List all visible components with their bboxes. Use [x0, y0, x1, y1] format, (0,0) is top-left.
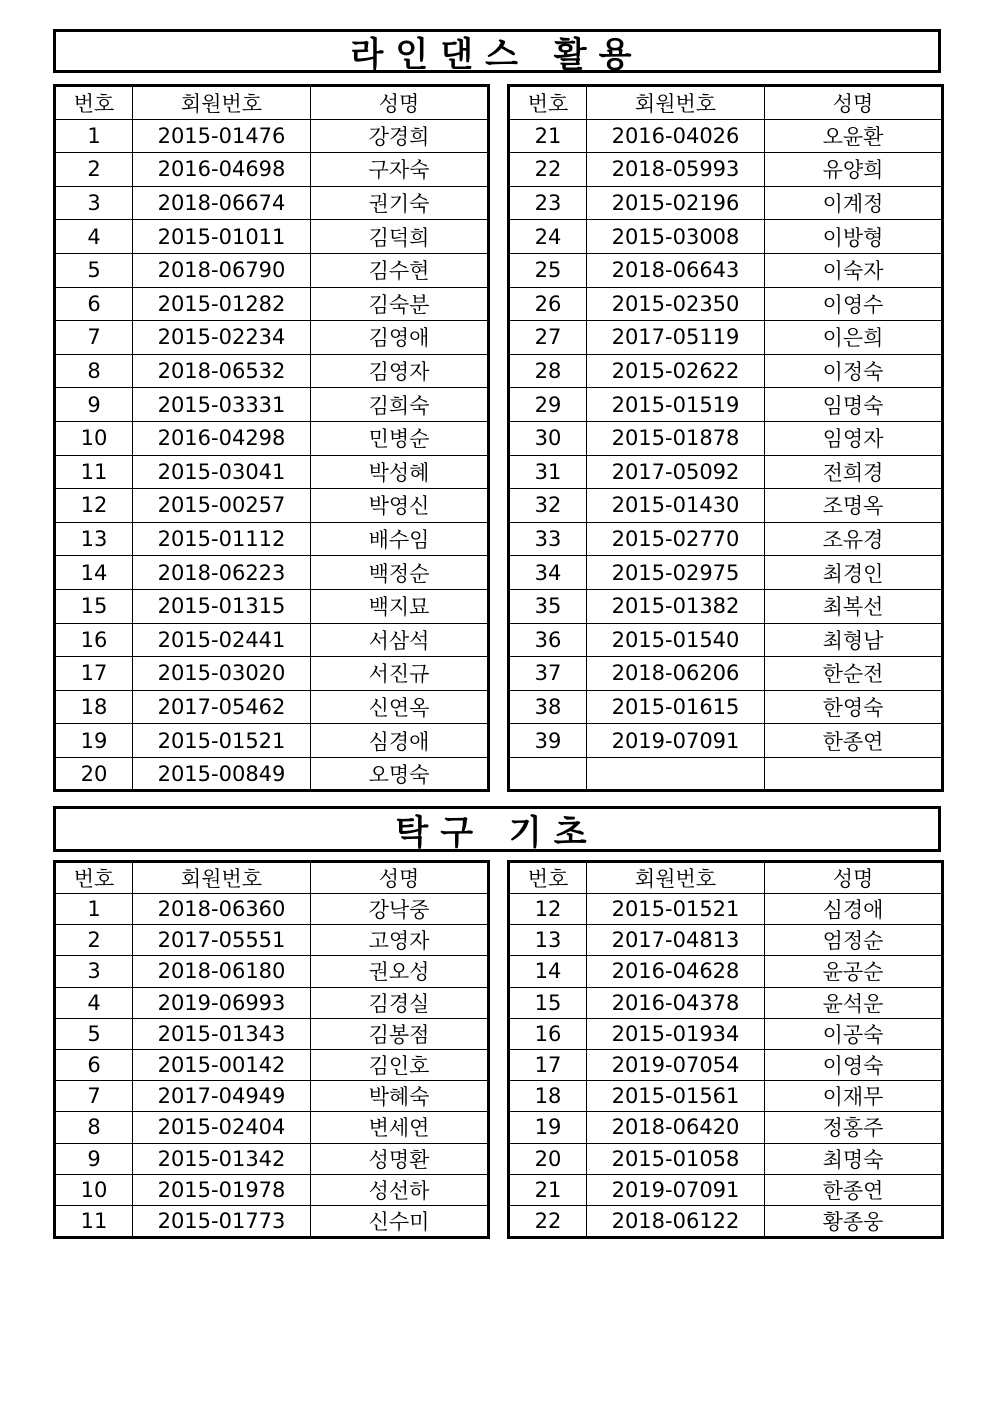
row-number: 16 — [55, 623, 133, 657]
table-row — [509, 321, 943, 355]
member-name: 이방형 — [765, 220, 943, 254]
table-row — [509, 354, 943, 388]
table-row — [509, 925, 943, 956]
member-name: 한종연 — [765, 724, 943, 758]
member-name: 윤석운 — [765, 987, 943, 1018]
table-row — [55, 354, 489, 388]
table-row — [509, 894, 943, 925]
member-id: 2015-00142 — [133, 1049, 311, 1080]
member-id: 2015-01282 — [133, 287, 311, 321]
row-number: 13 — [55, 522, 133, 556]
member-name: 서삼석 — [311, 623, 489, 657]
row-number: 1 — [55, 119, 133, 153]
member-id: 2018-06360 — [133, 894, 311, 925]
member-name: 권기숙 — [311, 186, 489, 220]
table-row — [509, 220, 943, 254]
table-row — [55, 287, 489, 321]
member-name — [765, 757, 943, 791]
row-number: 13 — [509, 925, 587, 956]
member-name: 조명옥 — [765, 489, 943, 523]
member-id: 2016-04298 — [133, 421, 311, 455]
row-number: 38 — [509, 690, 587, 724]
member-name: 최경인 — [765, 556, 943, 590]
member-id: 2018-06206 — [587, 657, 765, 691]
member-name: 박성혜 — [311, 455, 489, 489]
member-id: 2015-02404 — [133, 1112, 311, 1143]
row-number: 5 — [55, 1018, 133, 1049]
row-number: 12 — [55, 489, 133, 523]
table-row — [509, 253, 943, 287]
row-number: 19 — [509, 1112, 587, 1143]
line-dance-roster-left — [53, 84, 490, 792]
member-id: 2015-01382 — [587, 589, 765, 623]
line-dance-roster-right — [507, 84, 944, 792]
row-number: 14 — [509, 956, 587, 987]
table-row — [509, 1081, 943, 1112]
section-title-line-dance: 라인댄스 활용 — [53, 29, 941, 73]
header-name: 성명 — [765, 862, 943, 894]
table-row — [55, 1049, 489, 1080]
member-name: 변세연 — [311, 1112, 489, 1143]
member-name: 임명숙 — [765, 388, 943, 422]
member-name: 이정숙 — [765, 354, 943, 388]
row-number: 7 — [55, 1081, 133, 1112]
table-row — [509, 1143, 943, 1174]
member-id: 2015-01342 — [133, 1143, 311, 1174]
member-name: 최복선 — [765, 589, 943, 623]
table-row — [55, 690, 489, 724]
member-id: 2017-04813 — [587, 925, 765, 956]
table-row — [509, 1112, 943, 1143]
table-row — [509, 388, 943, 422]
header-name: 성명 — [311, 86, 489, 120]
header-number: 번호 — [55, 862, 133, 894]
row-number: 17 — [509, 1049, 587, 1080]
table-row — [55, 925, 489, 956]
table-row — [509, 589, 943, 623]
member-name: 한종연 — [765, 1174, 943, 1205]
table-row — [55, 522, 489, 556]
header-number: 번호 — [509, 86, 587, 120]
member-id: 2015-01934 — [587, 1018, 765, 1049]
member-id: 2018-06223 — [133, 556, 311, 590]
row-number: 15 — [55, 589, 133, 623]
member-id: 2015-01615 — [587, 690, 765, 724]
member-id — [587, 757, 765, 791]
row-number: 27 — [509, 321, 587, 355]
member-id: 2015-02975 — [587, 556, 765, 590]
member-name: 한순전 — [765, 657, 943, 691]
member-name: 배수임 — [311, 522, 489, 556]
member-name: 심경애 — [311, 724, 489, 758]
member-id: 2015-01519 — [587, 388, 765, 422]
member-name: 이공숙 — [765, 1018, 943, 1049]
table-row — [55, 1174, 489, 1205]
row-number: 6 — [55, 1049, 133, 1080]
member-id: 2019-06993 — [133, 987, 311, 1018]
member-id: 2015-01430 — [587, 489, 765, 523]
row-number: 17 — [55, 657, 133, 691]
member-name: 김영자 — [311, 354, 489, 388]
row-number: 12 — [509, 894, 587, 925]
table-row — [509, 287, 943, 321]
member-id: 2017-05092 — [587, 455, 765, 489]
table-row — [55, 186, 489, 220]
member-name: 김인호 — [311, 1049, 489, 1080]
member-name: 박혜숙 — [311, 1081, 489, 1112]
table-row — [509, 1205, 943, 1237]
member-id: 2019-07091 — [587, 1174, 765, 1205]
table-row — [55, 321, 489, 355]
header-row — [509, 86, 943, 120]
member-id: 2015-00849 — [133, 757, 311, 791]
member-id: 2018-06643 — [587, 253, 765, 287]
member-name: 강낙중 — [311, 894, 489, 925]
row-number: 18 — [55, 690, 133, 724]
header-number: 번호 — [509, 862, 587, 894]
row-number: 19 — [55, 724, 133, 758]
member-name: 김희숙 — [311, 388, 489, 422]
member-id: 2015-03041 — [133, 455, 311, 489]
table-row — [55, 388, 489, 422]
row-number: 16 — [509, 1018, 587, 1049]
row-number: 23 — [509, 186, 587, 220]
member-id: 2015-01978 — [133, 1174, 311, 1205]
row-number: 35 — [509, 589, 587, 623]
table-row — [55, 589, 489, 623]
table-row — [55, 220, 489, 254]
member-name: 신연옥 — [311, 690, 489, 724]
member-name: 김덕희 — [311, 220, 489, 254]
table-row — [509, 119, 943, 153]
member-id: 2015-03008 — [587, 220, 765, 254]
member-id: 2015-00257 — [133, 489, 311, 523]
member-name: 엄정순 — [765, 925, 943, 956]
row-number: 30 — [509, 421, 587, 455]
member-id: 2015-01773 — [133, 1205, 311, 1237]
member-id: 2016-04026 — [587, 119, 765, 153]
member-id: 2015-02234 — [133, 321, 311, 355]
member-id: 2015-01343 — [133, 1018, 311, 1049]
member-id: 2018-06180 — [133, 956, 311, 987]
member-id: 2017-05119 — [587, 321, 765, 355]
table-row — [55, 153, 489, 187]
row-number: 2 — [55, 925, 133, 956]
table-row — [509, 987, 943, 1018]
row-number: 5 — [55, 253, 133, 287]
member-name: 민병순 — [311, 421, 489, 455]
table-row — [509, 1049, 943, 1080]
member-id: 2015-01561 — [587, 1081, 765, 1112]
header-member-id: 회원번호 — [587, 862, 765, 894]
table-row — [509, 489, 943, 523]
member-name: 성선하 — [311, 1174, 489, 1205]
row-number: 28 — [509, 354, 587, 388]
member-id: 2015-01058 — [587, 1143, 765, 1174]
row-number: 33 — [509, 522, 587, 556]
member-name: 임영자 — [765, 421, 943, 455]
table-row — [509, 1018, 943, 1049]
member-name: 권오성 — [311, 956, 489, 987]
table-row — [509, 724, 943, 758]
member-name: 이영수 — [765, 287, 943, 321]
member-id: 2018-06790 — [133, 253, 311, 287]
table-row — [55, 757, 489, 791]
member-name: 한영숙 — [765, 690, 943, 724]
row-number: 8 — [55, 1112, 133, 1143]
member-id: 2017-05551 — [133, 925, 311, 956]
member-name: 유양희 — [765, 153, 943, 187]
table-row — [509, 186, 943, 220]
member-name: 최명숙 — [765, 1143, 943, 1174]
table-row — [55, 657, 489, 691]
member-id: 2015-01476 — [133, 119, 311, 153]
member-id: 2015-02770 — [587, 522, 765, 556]
row-number: 29 — [509, 388, 587, 422]
member-name: 성명환 — [311, 1143, 489, 1174]
member-name: 김경실 — [311, 987, 489, 1018]
row-number: 25 — [509, 253, 587, 287]
table-row — [509, 657, 943, 691]
member-name: 이재무 — [765, 1081, 943, 1112]
table-row — [55, 623, 489, 657]
table-row — [509, 153, 943, 187]
table-row — [55, 987, 489, 1018]
row-number: 15 — [509, 987, 587, 1018]
table-row — [55, 956, 489, 987]
member-id: 2015-01521 — [587, 894, 765, 925]
row-number: 2 — [55, 153, 133, 187]
row-number — [509, 757, 587, 791]
row-number: 4 — [55, 987, 133, 1018]
member-id: 2017-04949 — [133, 1081, 311, 1112]
row-number: 34 — [509, 556, 587, 590]
row-number: 21 — [509, 119, 587, 153]
member-id: 2015-01521 — [133, 724, 311, 758]
member-id: 2018-06420 — [587, 1112, 765, 1143]
member-id: 2015-01878 — [587, 421, 765, 455]
member-name: 고영자 — [311, 925, 489, 956]
member-id: 2015-01112 — [133, 522, 311, 556]
row-number: 1 — [55, 894, 133, 925]
member-id: 2015-03331 — [133, 388, 311, 422]
member-id: 2015-03020 — [133, 657, 311, 691]
member-id: 2018-05993 — [587, 153, 765, 187]
member-id: 2018-06122 — [587, 1205, 765, 1237]
member-name: 오윤환 — [765, 119, 943, 153]
member-name: 김숙분 — [311, 287, 489, 321]
member-name: 심경애 — [765, 894, 943, 925]
member-name: 이계정 — [765, 186, 943, 220]
member-id: 2015-02622 — [587, 354, 765, 388]
row-number: 24 — [509, 220, 587, 254]
member-id: 2015-01315 — [133, 589, 311, 623]
member-id: 2019-07054 — [587, 1049, 765, 1080]
member-name: 이은희 — [765, 321, 943, 355]
row-number: 8 — [55, 354, 133, 388]
table-row — [509, 455, 943, 489]
table-row — [509, 556, 943, 590]
table-row — [55, 489, 489, 523]
member-name: 황종웅 — [765, 1205, 943, 1237]
member-name: 최형남 — [765, 623, 943, 657]
row-number: 36 — [509, 623, 587, 657]
row-number: 18 — [509, 1081, 587, 1112]
member-name: 신수미 — [311, 1205, 489, 1237]
table-row — [55, 1205, 489, 1237]
member-id: 2015-02196 — [587, 186, 765, 220]
row-number: 11 — [55, 455, 133, 489]
member-name: 전희경 — [765, 455, 943, 489]
header-row — [55, 862, 489, 894]
table-row — [55, 1112, 489, 1143]
row-number: 9 — [55, 1143, 133, 1174]
row-number: 7 — [55, 321, 133, 355]
row-number: 20 — [55, 757, 133, 791]
member-name: 김영애 — [311, 321, 489, 355]
member-id: 2019-07091 — [587, 724, 765, 758]
row-number: 39 — [509, 724, 587, 758]
row-number: 10 — [55, 1174, 133, 1205]
table-row — [509, 690, 943, 724]
table-row — [55, 1018, 489, 1049]
header-number: 번호 — [55, 86, 133, 120]
row-number: 3 — [55, 186, 133, 220]
table-tennis-roster-right — [507, 860, 944, 1239]
table-row — [509, 623, 943, 657]
member-name: 박영신 — [311, 489, 489, 523]
table-row — [509, 522, 943, 556]
member-name: 김봉점 — [311, 1018, 489, 1049]
member-id: 2015-01540 — [587, 623, 765, 657]
row-number: 20 — [509, 1143, 587, 1174]
member-name: 이영숙 — [765, 1049, 943, 1080]
row-number: 6 — [55, 287, 133, 321]
table-row — [55, 253, 489, 287]
table-row — [55, 894, 489, 925]
row-number: 22 — [509, 153, 587, 187]
row-number: 31 — [509, 455, 587, 489]
member-id: 2016-04628 — [587, 956, 765, 987]
table-row — [55, 119, 489, 153]
header-name: 성명 — [765, 86, 943, 120]
header-member-id: 회원번호 — [133, 862, 311, 894]
member-id: 2018-06532 — [133, 354, 311, 388]
section-title-table-tennis: 탁구 기초 — [53, 806, 941, 852]
member-id: 2015-02350 — [587, 287, 765, 321]
row-number: 26 — [509, 287, 587, 321]
member-name: 구자숙 — [311, 153, 489, 187]
table-row — [509, 956, 943, 987]
table-row — [55, 1081, 489, 1112]
table-row — [509, 421, 943, 455]
member-name: 윤공순 — [765, 956, 943, 987]
member-name: 김수현 — [311, 253, 489, 287]
member-id: 2015-02441 — [133, 623, 311, 657]
member-name: 강경희 — [311, 119, 489, 153]
row-number: 4 — [55, 220, 133, 254]
header-member-id: 회원번호 — [133, 86, 311, 120]
table-row — [55, 421, 489, 455]
member-id: 2016-04378 — [587, 987, 765, 1018]
member-name: 서진규 — [311, 657, 489, 691]
table-row — [509, 757, 943, 791]
table-tennis-roster-left — [53, 860, 490, 1239]
member-id: 2016-04698 — [133, 153, 311, 187]
table-row — [55, 724, 489, 758]
row-number: 10 — [55, 421, 133, 455]
member-name: 이숙자 — [765, 253, 943, 287]
header-row — [509, 862, 943, 894]
row-number: 32 — [509, 489, 587, 523]
member-id: 2018-06674 — [133, 186, 311, 220]
member-name: 조유경 — [765, 522, 943, 556]
member-id: 2015-01011 — [133, 220, 311, 254]
row-number: 21 — [509, 1174, 587, 1205]
row-number: 14 — [55, 556, 133, 590]
header-member-id: 회원번호 — [587, 86, 765, 120]
table-row — [55, 556, 489, 590]
member-name: 오명숙 — [311, 757, 489, 791]
row-number: 22 — [509, 1205, 587, 1237]
row-number: 11 — [55, 1205, 133, 1237]
table-row — [55, 455, 489, 489]
table-row — [509, 1174, 943, 1205]
row-number: 37 — [509, 657, 587, 691]
row-number: 3 — [55, 956, 133, 987]
member-name: 백지묘 — [311, 589, 489, 623]
member-id: 2017-05462 — [133, 690, 311, 724]
member-name: 정홍주 — [765, 1112, 943, 1143]
table-row — [55, 1143, 489, 1174]
member-name: 백정순 — [311, 556, 489, 590]
header-name: 성명 — [311, 862, 489, 894]
row-number: 9 — [55, 388, 133, 422]
header-row — [55, 86, 489, 120]
